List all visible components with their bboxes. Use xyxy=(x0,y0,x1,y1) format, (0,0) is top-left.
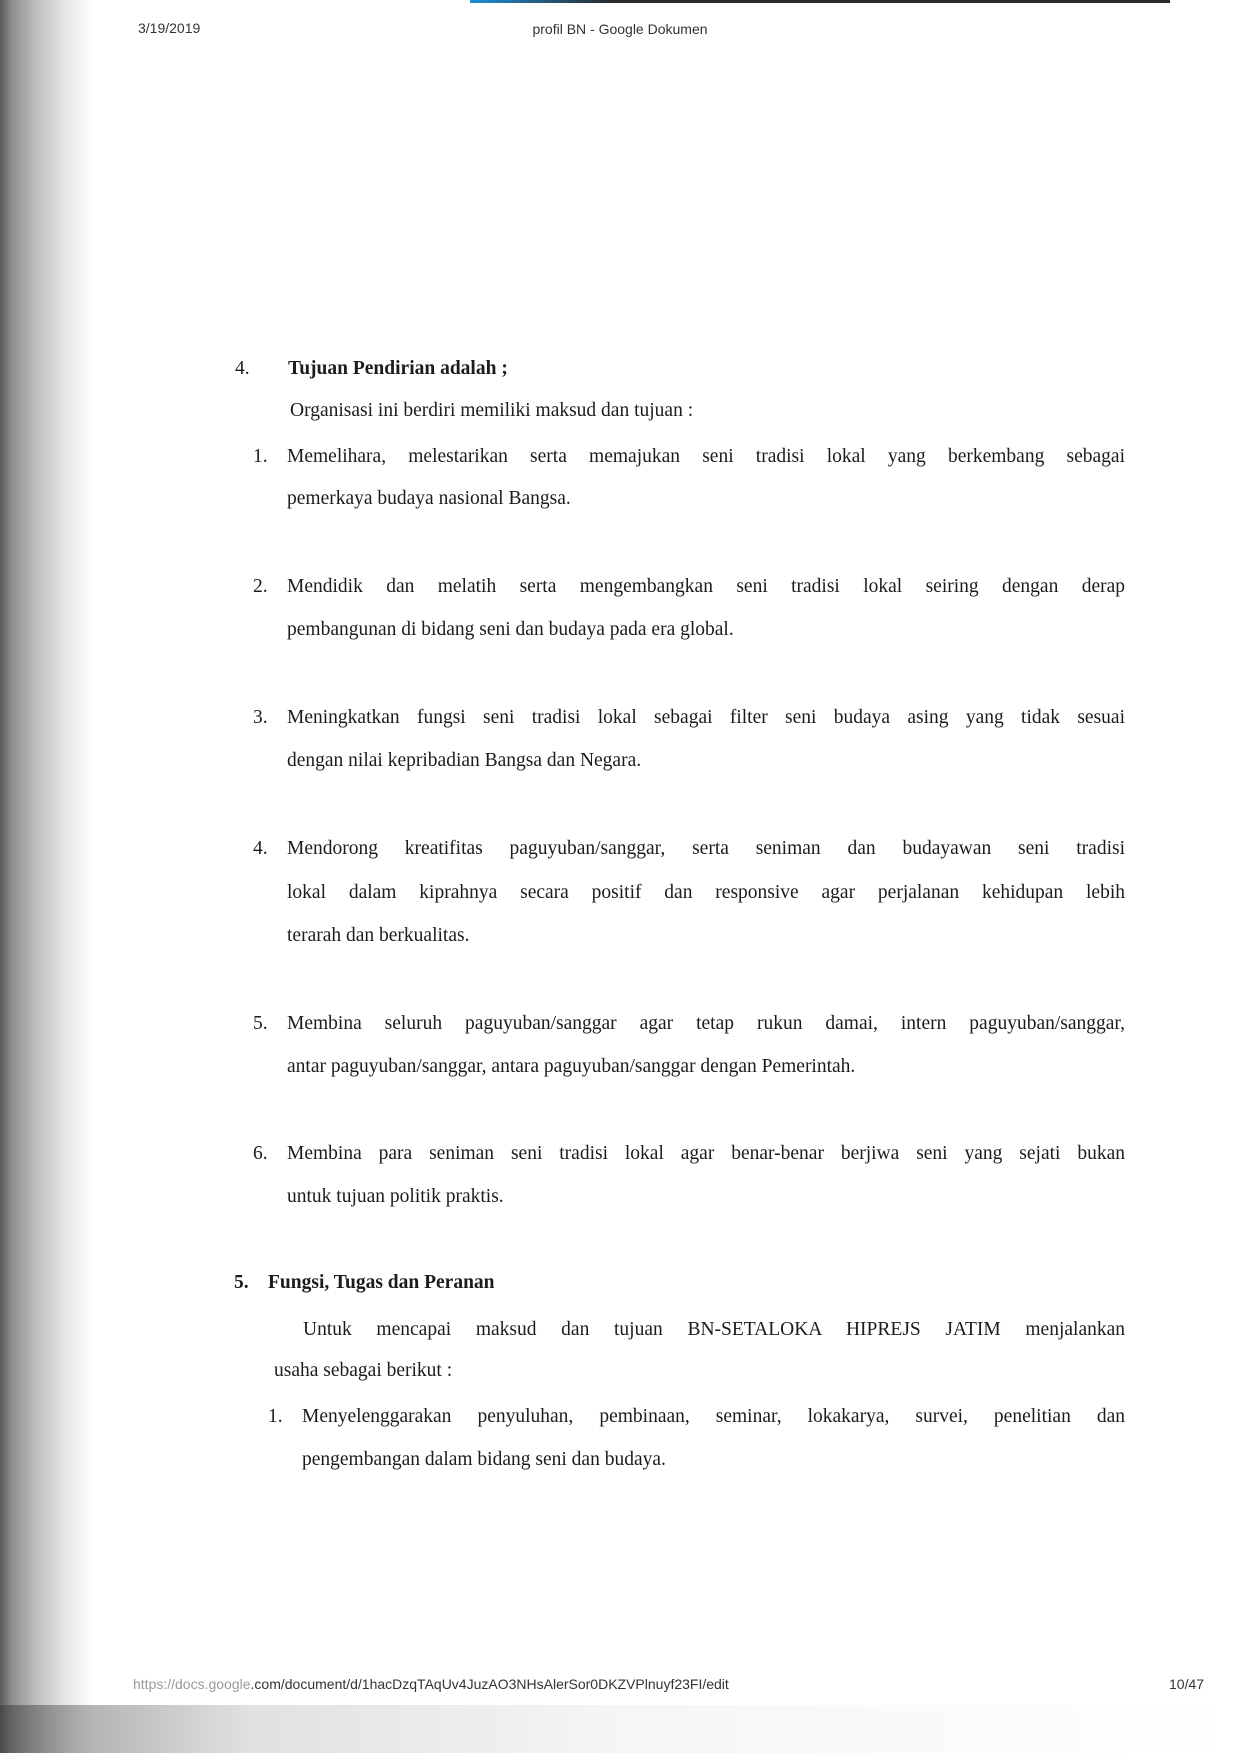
list-item-number: 1. xyxy=(268,1406,283,1427)
list-item-number: 4. xyxy=(253,838,268,859)
list-item-line: Membina seluruh paguyuban/sanggar agar tetap rukun damai, intern paguyuban/sanggar, xyxy=(287,1013,1125,1034)
list-item-line: Meningkatkan fungsi seni tradisi lokal sebagai filter seni budaya asing yang tidak sesuai xyxy=(287,707,1125,728)
document-url-path: .com/document/d/1hacDzqTAqUv4JuzAO3NHsAlerSor0DKZVPlnuyf23FI/edit xyxy=(250,1676,729,1692)
list-item-number: 1. xyxy=(253,446,268,467)
print-date: 3/19/2019 xyxy=(138,20,201,36)
section-heading: Tujuan Pendirian adalah ; xyxy=(288,358,508,379)
list-item-line: pembangunan di bidang seni dan budaya pada era global. xyxy=(287,619,734,640)
list-item-line: Menyelenggarakan penyuluhan, pembinaan, seminar, lokakarya, survei, penelitian dan xyxy=(302,1406,1125,1427)
list-item-line: antar paguyuban/sanggar, antara paguyuban/sanggar dengan Pemerintah. xyxy=(287,1056,856,1077)
list-item-line: dengan nilai kepribadian Bangsa dan Negara. xyxy=(287,750,642,771)
list-item-line: pemerkaya budaya nasional Bangsa. xyxy=(287,488,571,509)
list-item-number: 2. xyxy=(253,576,268,597)
list-item-number: 5. xyxy=(253,1013,268,1034)
list-item-line: pengembangan dalam bidang seni dan budaya. xyxy=(302,1449,666,1470)
document-url-faded: https://docs.google xyxy=(133,1676,251,1692)
list-item-line: terarah dan berkualitas. xyxy=(287,925,470,946)
scan-bottom-shadow xyxy=(0,1705,1240,1753)
list-item-line: Mendidik dan melatih serta mengembangkan seni tradisi lokal seiring dengan derap xyxy=(287,576,1125,597)
list-item-line: Membina para seniman seni tradisi lokal agar benar-benar berjiwa seni yang sejati bukan xyxy=(287,1143,1125,1164)
section-intro-line: usaha sebagai berikut : xyxy=(274,1360,453,1381)
list-item-line: lokal dalam kiprahnya secara positif dan responsive agar perjalanan kehidupan lebih xyxy=(287,882,1125,903)
document-title: profil BN - Google Dokumen xyxy=(532,21,708,37)
list-item-line: Mendorong kreatifitas paguyuban/sanggar, serta seniman dan budayawan seni tradisi xyxy=(287,838,1125,859)
list-item-line: Memelihara, melestarikan serta memajukan seni tradisi lokal yang berkembang sebagai xyxy=(287,446,1125,467)
section-number: 5. xyxy=(234,1272,249,1293)
list-item-number: 3. xyxy=(253,707,268,728)
scan-shadow xyxy=(0,0,95,1753)
section-intro-line: Untuk mencapai maksud dan tujuan BN-SETALOKA HIPREJS JATIM menjalankan xyxy=(303,1319,1125,1340)
document-url xyxy=(133,1676,729,1692)
section-heading: Fungsi, Tugas dan Peranan xyxy=(268,1272,495,1293)
section-number: 4. xyxy=(235,358,250,379)
section-intro: Organisasi ini berdiri memiliki maksud dan tujuan : xyxy=(290,400,694,421)
page-number: 10/47 xyxy=(1169,1676,1205,1692)
scan-edge xyxy=(470,0,1170,3)
list-item-line: untuk tujuan politik praktis. xyxy=(287,1186,504,1207)
list-item-number: 6. xyxy=(253,1143,268,1164)
